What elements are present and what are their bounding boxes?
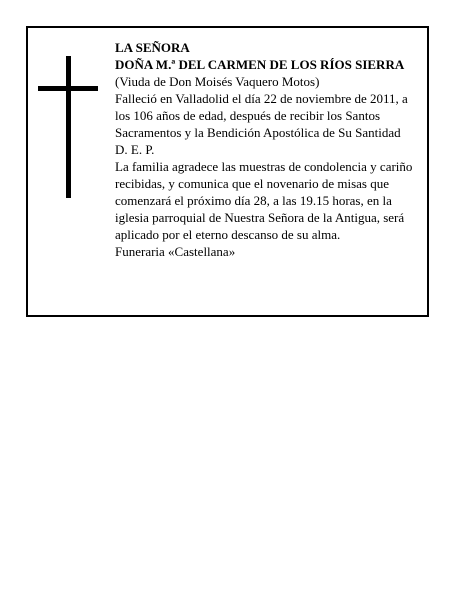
family-paragraph: La familia agradece las muestras de condolencia y cariño recibidas, y comunica que el novenario de misas que comenzará el próximo día 28, a las 19.15 horas, en la iglesia parroquial de Nuestra Señora de la Antigua, será aplicado por el eterno descanso de su alma.: [115, 159, 413, 242]
notice-title: LA SEÑORA: [115, 40, 190, 55]
cross-icon: [38, 56, 98, 198]
death-paragraph: Falleció en Valladolid el día 22 de noviembre de 2011, a los 106 años de edad, después de recibir los Santos Sacramentos y la Bendición Apostólica de Su Santidad: [115, 91, 408, 140]
rip-line: D. E. P.: [115, 142, 155, 157]
widow-of-line: (Viuda de Don Moisés Vaquero Motos): [115, 74, 320, 89]
obituary-notice: [26, 26, 429, 317]
cross-vertical-bar: [66, 56, 71, 198]
deceased-name: DOÑA M.ª DEL CARMEN DE LOS RÍOS SIERRA: [115, 57, 405, 72]
cross-horizontal-bar: [38, 86, 98, 91]
notice-body: [115, 39, 421, 260]
funeral-home: Funeraria «Castellana»: [115, 244, 236, 259]
